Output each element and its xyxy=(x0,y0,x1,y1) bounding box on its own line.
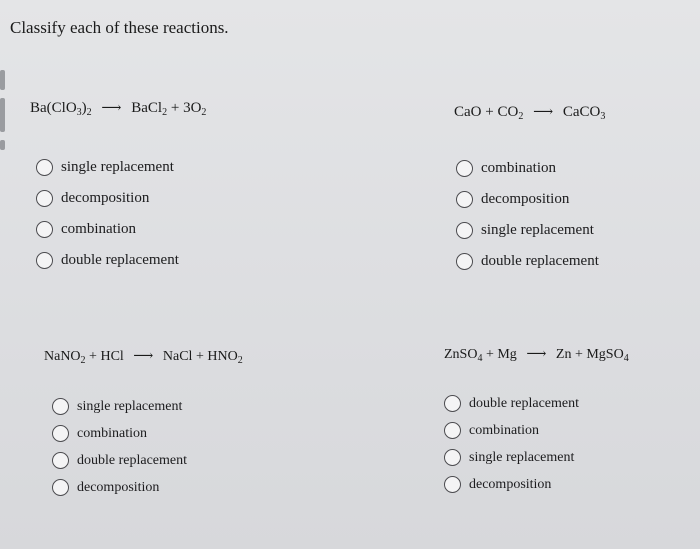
radio-circle[interactable] xyxy=(456,191,473,208)
option-single-replacement[interactable]: single replacement xyxy=(456,215,599,246)
option-decomposition[interactable]: decomposition xyxy=(456,184,599,215)
reaction-arrow: ⟶ xyxy=(526,347,547,362)
reaction-equation-2: CaO + $CO_2$ ⟶ CaCO$_3$ xyxy=(454,104,606,122)
option-combination[interactable]: combination xyxy=(444,417,579,444)
radio-circle[interactable] xyxy=(36,221,53,238)
radio-circle[interactable] xyxy=(444,476,461,493)
option-single-replacement[interactable]: single replacement xyxy=(52,393,187,420)
edge-mark xyxy=(0,98,5,132)
radio-circle[interactable] xyxy=(456,222,473,239)
radio-circle[interactable] xyxy=(456,160,473,177)
option-combination[interactable]: combination xyxy=(456,153,599,184)
radio-circle[interactable] xyxy=(36,252,53,269)
option-double-replacement[interactable]: double replacement xyxy=(52,447,187,474)
edge-mark xyxy=(0,140,5,150)
reaction-arrow: ⟶ xyxy=(133,349,154,364)
option-double-replacement[interactable]: double replacement xyxy=(456,246,599,277)
radio-circle[interactable] xyxy=(52,452,69,469)
radio-circle[interactable] xyxy=(444,422,461,439)
radio-circle[interactable] xyxy=(36,159,53,176)
options-group-4 xyxy=(444,390,579,498)
option-decomposition[interactable]: decomposition xyxy=(52,474,187,501)
options-group-1 xyxy=(36,152,179,276)
reaction-arrow: ⟶ xyxy=(533,105,554,120)
options-group-2 xyxy=(456,153,599,277)
question-title: Classify each of these reactions. xyxy=(10,18,229,37)
reaction-arrow: ⟶ xyxy=(101,101,122,116)
radio-circle[interactable] xyxy=(444,449,461,466)
option-combination[interactable]: combination xyxy=(36,214,179,245)
option-decomposition[interactable]: decomposition xyxy=(36,183,179,214)
radio-circle[interactable] xyxy=(52,479,69,496)
option-double-replacement[interactable]: double replacement xyxy=(444,390,579,417)
radio-circle[interactable] xyxy=(36,190,53,207)
radio-circle[interactable] xyxy=(52,398,69,415)
radio-circle[interactable] xyxy=(456,253,473,270)
radio-circle[interactable] xyxy=(444,395,461,412)
sidebar-edge xyxy=(0,70,8,160)
reaction-equation-4: ZnSO$_4$ + Mg ⟶ Zn + MgSO$_4$ xyxy=(444,347,629,364)
reaction-equation-3: NaNO$_2$ + HCl ⟶ NaCl + $HNO_2$ xyxy=(44,349,243,366)
radio-circle[interactable] xyxy=(52,425,69,442)
option-double-replacement[interactable]: double replacement xyxy=(36,245,179,276)
option-single-replacement[interactable]: single replacement xyxy=(444,444,579,471)
options-group-3 xyxy=(52,393,187,501)
edge-mark xyxy=(0,70,5,90)
reaction-equation-1: $Ba(ClO_3)_2$ ⟶ BaCl$_2$ + $3O_2$ xyxy=(30,100,207,118)
option-combination[interactable]: combination xyxy=(52,420,187,447)
option-decomposition[interactable]: decomposition xyxy=(444,471,579,498)
option-single-replacement[interactable]: single replacement xyxy=(36,152,179,183)
